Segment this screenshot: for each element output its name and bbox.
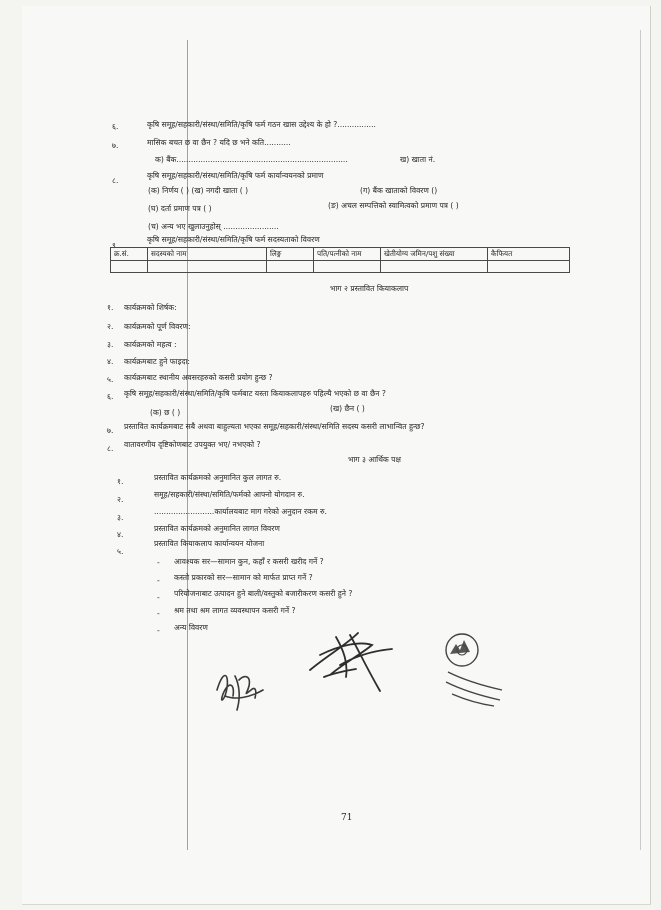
part3-item-3-num: ३.: [117, 513, 124, 522]
part2-item-7-text: प्रस्तावित कार्यक्रमबाट सबै अथवा बाहुल्यता भएका समूह/सहकारी/संस्था/समिति सदस्य कसरी लाभान्वित हुन्छ?: [124, 422, 425, 431]
col-serial: क्र.सं.: [111, 248, 148, 261]
q8-option-ng: (ङ) अचल सम्पत्तिको स्वामित्वको प्रमाण पत्र ( ): [328, 201, 459, 210]
plan-bullet-1: -: [157, 558, 160, 567]
plan-item-5: अन्य विवरण: [174, 623, 208, 632]
col-spouse-name: पति/पत्नीको नाम: [314, 248, 381, 261]
part2-item-4-num: ४.: [107, 357, 114, 366]
part3-item-3-text: .........................कार्यालयबाट माग गरेको अनुदान रकम रु.: [154, 507, 327, 516]
part3-item-2-text: समूह/सहकारी/संस्था/समिति/फर्मको आफ्नो योगदान रु.: [154, 490, 305, 499]
table-cell: [267, 261, 314, 273]
part2-item-6-text: कृषि समूह/सहकारी/संस्था/समिति/कृषि फर्मबाट यस्ता कियाकलापहरु पहिल्यै भएको छ वा छैन ?: [124, 389, 386, 398]
plan-item-1: आवश्यक सर—सामान कुन, कहाँ र कसरी खरीद गर्ने ?: [174, 557, 324, 566]
q8-num: ८.: [112, 176, 119, 185]
col-member-name: सदस्यको नाम: [148, 248, 267, 261]
q9-text: कृषि समूह/सहकारी/संस्था/समिति/कृषि फर्म सदस्यताको विवरण: [147, 235, 320, 244]
part2-item-1-text: कार्यक्रमको शिर्षक:: [124, 303, 177, 312]
part3-item-5-text: प्रस्तावित कियाकलाप कार्यान्वयन योजना: [154, 539, 265, 548]
plan-bullet-2: -: [157, 576, 160, 585]
part2-item-2-text: कार्यक्रमको पूर्ण विवरण:: [124, 322, 191, 331]
table-cell: [314, 261, 381, 273]
table-row: [111, 261, 570, 273]
plan-bullet-3: -: [157, 593, 160, 602]
plan-bullet-4: -: [157, 609, 160, 618]
part2-item-8-num: ८.: [107, 444, 114, 453]
vertical-rule-right: [640, 30, 641, 850]
plan-item-3: परियोजनाबाट उत्पादन हुने बाली/वस्तुको बजारीकरण कसरी हुने ?: [174, 589, 353, 598]
members-table-header-row: [111, 248, 570, 261]
q8-option-gh: (घ) दर्ता प्रमाण पत्र ( ): [148, 204, 212, 213]
q7-account: ख) खाता नं.: [400, 155, 436, 164]
page-number: 71: [341, 813, 353, 823]
q8-text: कृषि समूह/सहकारी/संस्था/समिति/कृषि फर्म कार्यान्वयनको प्रमाण: [147, 171, 324, 180]
part2-item-1-num: १.: [107, 303, 114, 312]
part2-item-7-num: ७.: [107, 426, 114, 435]
plan-item-4: श्रम तथा श्रम लागत व्यवस्थापन कसरी गर्ने ?: [174, 606, 296, 615]
part2-item-3-num: ३.: [107, 340, 114, 349]
col-gender: लिङ्ग: [267, 248, 314, 261]
table-cell: [148, 261, 267, 273]
part3-item-1-text: प्रस्तावित कार्यक्रमको अनुमानित कुल लागत रु.: [154, 473, 282, 482]
members-table: [110, 247, 570, 273]
part2-item-4-text: कार्यक्रमबाट हुने फाइदा:: [124, 357, 190, 366]
part2-item-6-num: ६.: [107, 392, 114, 401]
col-land-livestock: खेतीयोग्य जमिन/पशु संख्या: [381, 248, 488, 261]
part2-item-8-text: वातावरणीय दृष्टिकोणबाट उपयुक्त भए/ नभएको ?: [124, 440, 261, 449]
q7-bank: क) बैंक.......................................................................: [155, 155, 348, 164]
part3-item-1-num: १.: [117, 477, 124, 486]
q8-option-ch: (च) अन्य भए खुलाउनुहोस् .......................: [148, 222, 279, 231]
part3-item-5-num: ५.: [117, 547, 124, 556]
part2-item-5-num: ५.: [107, 375, 114, 384]
table-cell: [381, 261, 488, 273]
q7-text: मासिक बचत छ वा छैन ? यदि छ भने कति...........: [147, 138, 291, 147]
part2-item-2-num: २.: [107, 322, 114, 331]
part2-title: भाग २ प्रस्तावित कियाकलाप: [330, 284, 409, 293]
table-cell: [111, 261, 148, 273]
plan-item-2: कस्तो प्रकारको सर—सामान को मार्फत प्राप्त गर्ने ?: [174, 573, 313, 582]
q8-option-a: (क) निर्णय ( ) (ख) नगदी खाता ( ): [148, 186, 249, 195]
table-cell: [488, 261, 570, 273]
q9-num: ९.: [112, 241, 119, 250]
q6-num: ६.: [112, 122, 119, 131]
official-stamp: [440, 630, 510, 710]
part3-title: भाग ३ आर्थिक पक्ष: [348, 455, 401, 464]
signature-center: [300, 615, 410, 700]
part2-q6-yes: (क) छ ( ): [150, 408, 181, 417]
col-remarks: कैफियत: [488, 248, 570, 261]
part3-item-4-num: ४.: [117, 530, 124, 539]
plan-bullet-5: -: [157, 626, 160, 635]
part2-item-5-text: कार्यक्रमबाट स्थानीय अवसरहरुको कसरी प्रयोग हुन्छ ?: [124, 373, 273, 382]
q7-num: ७.: [112, 141, 119, 150]
q6-text: कृषि समूह/सहकारी/संस्था/समिति/कृषि फर्म गठन खास उद्देश्य के हो ?................: [147, 120, 376, 129]
signature-left: [205, 650, 275, 720]
part2-q6-no: (ख) छैन ( ): [330, 404, 365, 413]
q8-option-g: (ग) बैंक खाताको विवरण (): [360, 186, 438, 195]
part3-item-4-text: प्रस्तावित कार्यक्रमको अनुमानित लागत विवरण: [154, 524, 280, 533]
part3-item-2-num: २.: [117, 495, 124, 504]
part2-item-3-text: कार्यक्रमको महत्व :: [124, 340, 177, 349]
